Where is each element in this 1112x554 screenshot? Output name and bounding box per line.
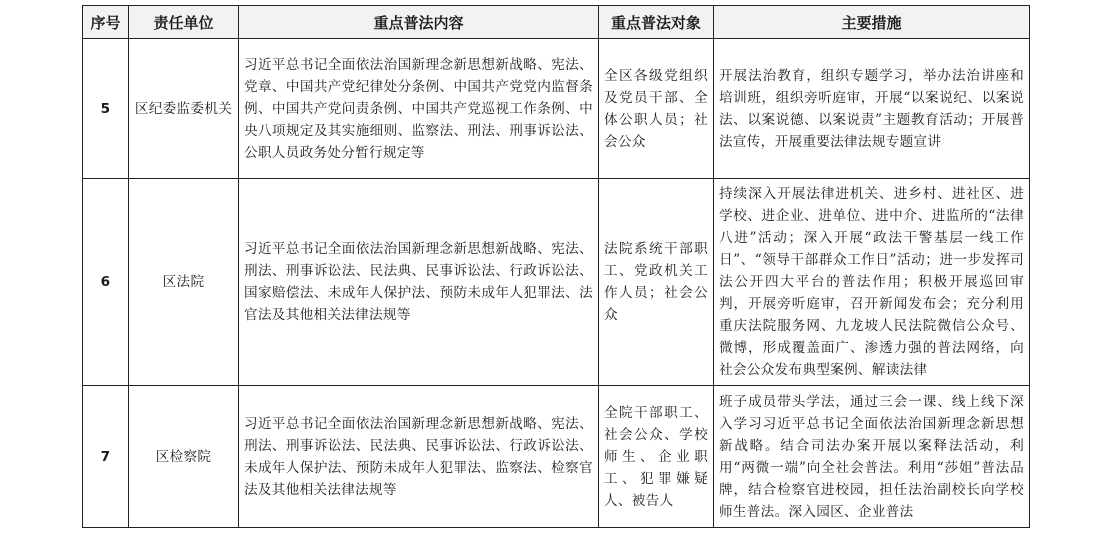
legal-content: 习近平总书记全面依法治国新理念新思想新战略、宪法、刑法、刑事诉讼法、民法典、民事诉讼法、行政诉讼法、未成年人保护法、预防未成年人犯罪法、监察法、检察官法及其他相关法律法规等 <box>239 386 599 528</box>
target-audience: 全区各级党组织及党员干部、全体公职人员；社会公众 <box>599 39 714 179</box>
main-measures: 开展法治教育，组织专题学习，举办法治讲座和培训班，组织旁听庭审，开展“以案说纪、以案说法、以案说德、以案说责”主题教育活动；开展普法宣传，开展重要法律法规专题宣讲 <box>714 39 1030 179</box>
header-no: 序号 <box>83 6 129 39</box>
header-content: 重点普法内容 <box>239 6 599 39</box>
table-row <box>83 179 1030 386</box>
legal-content: 习近平总书记全面依法治国新理念新思想新战略、宪法、刑法、刑事诉讼法、民法典、民事诉讼法、行政诉讼法、国家赔偿法、未成年人保护法、预防未成年人犯罪法、法官法及其他相关法律法规等 <box>239 179 599 386</box>
table-row <box>83 386 1030 528</box>
responsible-unit: 区法院 <box>129 179 239 386</box>
responsible-unit: 区纪委监委机关 <box>129 39 239 179</box>
main-measures: 班子成员带头学法，通过三会一课、线上线下深入学习习近平总书记全面依法治国新理念新思想新战略。结合司法办案开展以案释法活动，利用“两微一端”向全社会普法。利用“莎姐”普法品牌，结合检察官进校园，担任法治副校长向学校师生普法。深入园区、企业普法 <box>714 386 1030 528</box>
target-audience: 法院系统干部职工、党政机关工作人员；社会公众 <box>599 179 714 386</box>
row-number: 7 <box>83 386 129 528</box>
header-measures: 主要措施 <box>714 6 1030 39</box>
row-number: 5 <box>83 39 129 179</box>
law-education-table <box>82 5 1030 528</box>
row-number: 6 <box>83 179 129 386</box>
table-row <box>83 39 1030 179</box>
header-unit: 责任单位 <box>129 6 239 39</box>
header-target: 重点普法对象 <box>599 6 714 39</box>
target-audience: 全院干部职工、社会公众、学校师生、企业职工、犯罪嫌疑人、被告人 <box>599 386 714 528</box>
legal-content: 习近平总书记全面依法治国新理念新思想新战略、宪法、党章、中国共产党纪律处分条例、中国共产党党内监督条例、中国共产党问责条例、中国共产党巡视工作条例、中央八项规定及其实施细则、监察法、刑法、刑事诉讼法、公职人员政务处分暂行规定等 <box>239 39 599 179</box>
table-header-row <box>83 6 1030 39</box>
responsible-unit: 区检察院 <box>129 386 239 528</box>
main-measures: 持续深入开展法律进机关、进乡村、进社区、进学校、进企业、进单位、进中介、进监所的“法律八进”活动；深入开展“政法干警基层一线工作日”、“领导干部群众工作日”活动；进一步发挥司法公开四大平台的普法作用；积极开展巡回审判，开展旁听庭审，召开新闻发布会；充分利用重庆法院服务网、九龙坡人民法院微信公众号、微博，形成覆盖面广、渗透力强的普法网络，向社会公众发布典型案例、解读法律 <box>714 179 1030 386</box>
